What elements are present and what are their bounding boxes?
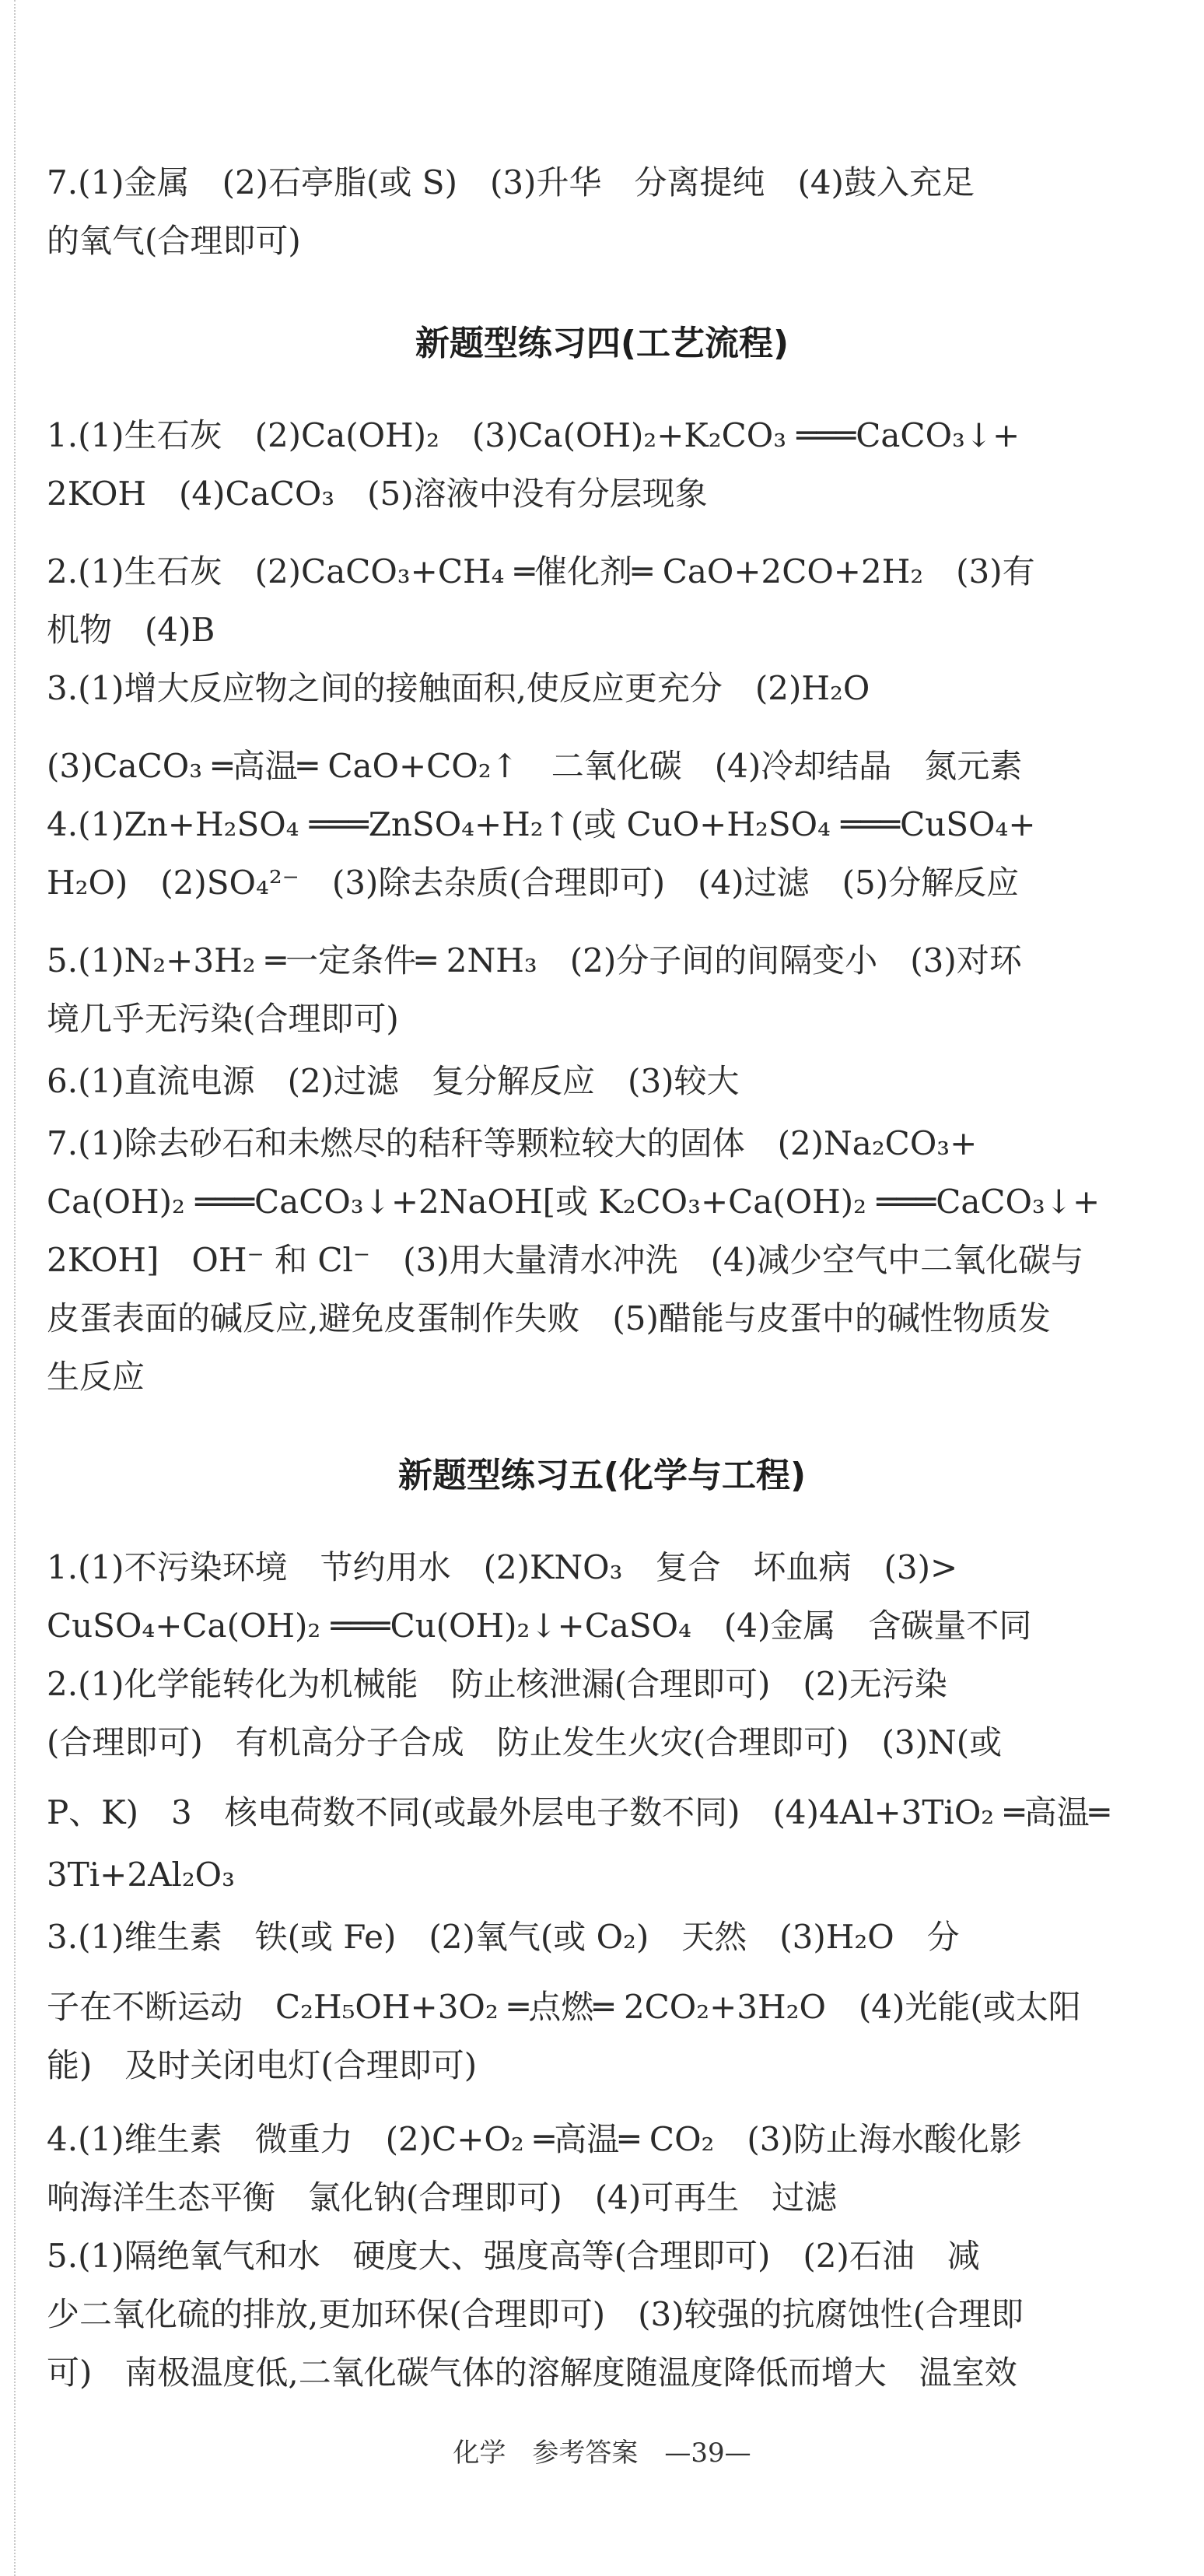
text-line: 3.(1)维生素 铁(或 Fe) (2)氧气(或 O₂) 天然 (3)H₂O 分: [47, 1918, 960, 1956]
text-line: 子在不断运动 C₂H₅OH+3O₂ ═点燃═ 2CO₂+3H₂O (4)光能(或太阳: [47, 1988, 1081, 2026]
text-line: 4.(1)维生素 微重力 (2)C+O₂ ═高温═ CO₂ (3)防止海水酸化影: [47, 2120, 1022, 2158]
text-line: 2KOH] OH⁻ 和 Cl⁻ (3)用大量清水冲洗 (4)减少空气中二氧化碳与: [47, 1241, 1084, 1279]
text-line: 1.(1)不污染环境 节约用水 (2)KNO₃ 复合 坏血病 (3)>: [47, 1548, 958, 1586]
text-line: 1.(1)生石灰 (2)Ca(OH)₂ (3)Ca(OH)₂+K₂CO₃ ═══CaCO₃↓+: [47, 416, 1020, 454]
section-heading: 新题型练习五(化学与工程): [397, 1456, 807, 1495]
text-line: (3)CaCO₃ ═高温═ CaO+CO₂↑ 二氧化碳 (4)冷却结晶 氮元素: [47, 747, 1023, 785]
text-line: Ca(OH)₂ ═══CaCO₃↓+2NaOH[或 K₂CO₃+Ca(OH)₂ ═══CaCO₃↓+: [47, 1183, 1101, 1221]
text-line: 7.(1)除去砂石和未燃尽的秸秆等颗粒较大的固体 (2)Na₂CO₃+: [47, 1124, 978, 1162]
text-line: P、K) 3 核电荷数不同(或最外层电子数不同) (4)4Al+3TiO₂ ═高温═: [47, 1793, 1110, 1831]
text-line: 2.(1)化学能转化为机械能 防止核泄漏(合理即可) (2)无污染: [47, 1665, 947, 1703]
text-line: 7.(1)金属 (2)石亭脂(或 S) (3)升华 分离提纯 (4)鼓入充足: [47, 163, 975, 202]
text-line: 6.(1)直流电源 (2)过滤 复分解反应 (3)较大: [47, 1062, 740, 1100]
text-line: H₂O) (2)SO₄²⁻ (3)除去杂质(合理即可) (4)过滤 (5)分解反应: [47, 864, 1020, 902]
text-line: 可) 南极温度低,二氧化碳气体的溶解度随温度降低而增大 温室效: [47, 2353, 1017, 2392]
text-line: 能) 及时关闭电灯(合理即可): [47, 2046, 478, 2084]
text-line: 2.(1)生石灰 (2)CaCO₃+CH₄ ═催化剂═ CaO+2CO+2H₂ (3)有: [47, 552, 1035, 591]
text-line: 皮蛋表面的碱反应,避免皮蛋制作失败 (5)醋能与皮蛋中的碱性物质发: [47, 1299, 1051, 1337]
binding-margin-line: [14, 0, 16, 2576]
page-footer: 化学 参考答案 —39—: [453, 2438, 751, 2469]
text-line: (合理即可) 有机高分子合成 防止发生火灾(合理即可) (3)N(或: [47, 1723, 1003, 1761]
text-line: 4.(1)Zn+H₂SO₄ ═══ZnSO₄+H₂↑(或 CuO+H₂SO₄ ═══CuSO₄+: [47, 805, 1036, 843]
section-heading: 新题型练习四(工艺流程): [415, 324, 789, 363]
text-line: 生反应: [47, 1358, 145, 1396]
text-line: 2KOH (4)CaCO₃ (5)溶液中没有分层现象: [47, 475, 708, 513]
text-line: 境几乎无污染(合理即可): [47, 1000, 399, 1038]
text-line: 响海洋生态平衡 氯化钠(合理即可) (4)可再生 过滤: [47, 2178, 838, 2217]
text-line: 机物 (4)B: [47, 611, 215, 649]
text-line: 5.(1)N₂+3H₂ ═一定条件═ 2NH₃ (2)分子间的间隔变小 (3)对环: [47, 941, 1022, 980]
text-line: 5.(1)隔绝氧气和水 硬度大、强度高等(合理即可) (2)石油 减: [47, 2237, 980, 2275]
text-line: CuSO₄+Ca(OH)₂ ═══Cu(OH)₂↓+CaSO₄ (4)金属 含碳量不同: [47, 1607, 1032, 1645]
text-line: 3Ti+2Al₂O₃: [47, 1856, 235, 1894]
text-line: 的氧气(合理即可): [47, 222, 301, 260]
text-line: 少二氧化硫的排放,更加环保(合理即可) (3)较强的抗腐蚀性(合理即: [47, 2295, 1024, 2333]
text-line: 3.(1)增大反应物之间的接触面积,使反应更充分 (2)H₂O: [47, 669, 870, 707]
